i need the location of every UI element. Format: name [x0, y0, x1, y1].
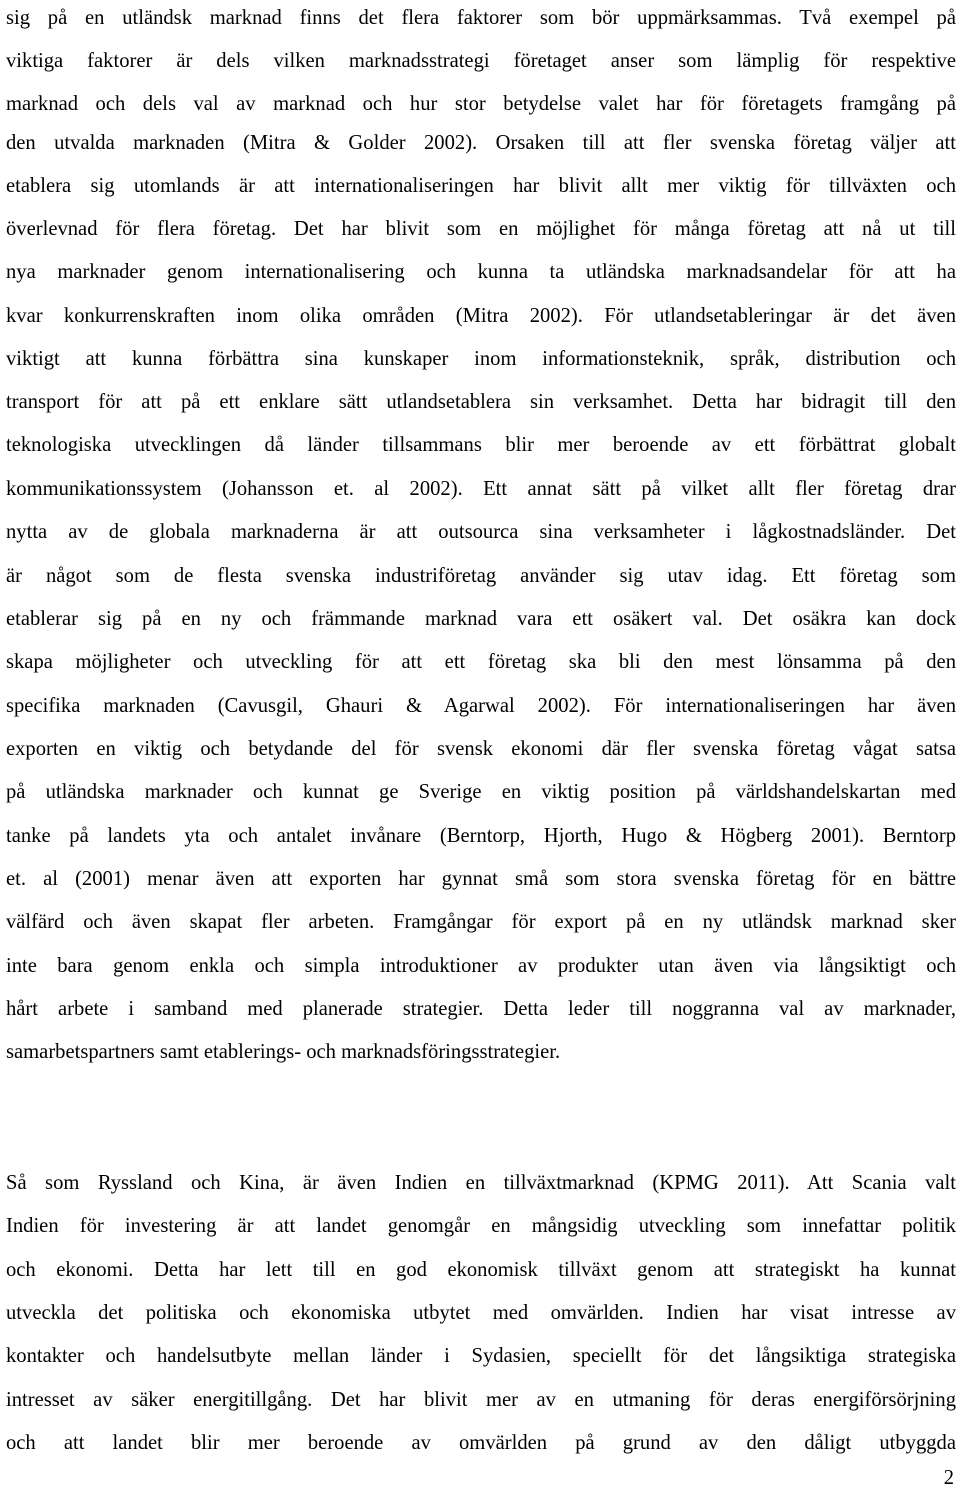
text-line: och ekonomi. Detta har lett till en god ekonomisk tillväxt genom att strategiskt ha kunnat	[6, 1259, 956, 1281]
text-line: Indien för investering är att landet genomgår en mångsidig utveckling som innefattar politik	[6, 1215, 956, 1237]
text-line: viktiga faktorer är dels vilken marknadsstrategi företaget anser som lämplig för respektive	[6, 50, 956, 72]
text-line: et. al (2001) menar även att exporten har gynnat små som stora svenska företag för en bättre	[6, 868, 956, 890]
text-line: överlevnad för flera företag. Det har blivit som en möjlighet för många företag att nå ut till	[6, 218, 956, 240]
text-line: teknologiska utvecklingen då länder tillsammans blir mer beroende av ett förbättrat globalt	[6, 434, 956, 456]
text-line: sig på en utländsk marknad finns det flera faktorer som bör uppmärksammas. Två exempel på	[6, 7, 956, 29]
text-line: på utländska marknader och kunnat ge Sverige en viktig position på världshandelskartan med	[6, 781, 956, 803]
text-line: välfärd och även skapat fler arbeten. Framgångar för export på en ny utländsk marknad sker	[6, 911, 956, 933]
text-line: etablera sig utomlands är att internationaliseringen har blivit allt mer viktig för tillväxten och	[6, 175, 956, 197]
text-line: marknad och dels val av marknad och hur stor betydelse valet har för företagets framgång på	[6, 93, 956, 115]
text-line: den utvalda marknaden (Mitra & Golder 2002). Orsaken till att fler svenska företag väljer att	[6, 132, 956, 154]
text-line: utveckla det politiska och ekonomiska utbytet med omvärlden. Indien har visat intresse av	[6, 1302, 956, 1324]
text-line: skapa möjligheter och utveckling för att ett företag ska bli den mest lönsamma på den	[6, 651, 956, 673]
text-line: kommunikationssystem (Johansson et. al 2002). Ett annat sätt på vilket allt fler företag drar	[6, 478, 956, 500]
text-line: viktigt att kunna förbättra sina kunskaper inom informationsteknik, språk, distribution och	[6, 348, 956, 370]
text-line: tanke på landets yta och antalet invånare (Berntorp, Hjorth, Hugo & Högberg 2001). Berntorp	[6, 825, 956, 847]
text-line: nya marknader genom internationalisering och kunna ta utländska marknadsandelar för att ha	[6, 261, 956, 283]
text-line: Så som Ryssland och Kina, är även Indien en tillväxtmarknad (KPMG 2011). Att Scania valt	[6, 1172, 956, 1194]
text-line: inte bara genom enkla och simpla introduktioner av produkter utan även via långsiktigt och	[6, 955, 956, 977]
text-line: är något som de flesta svenska industriföretag använder sig utav idag. Ett företag som	[6, 565, 956, 587]
text-line: kvar konkurrenskraften inom olika områden (Mitra 2002). För utlandsetableringar är det även	[6, 305, 956, 327]
text-line: kontakter och handelsutbyte mellan länder i Sydasien, speciellt för det långsiktiga strategiska	[6, 1345, 956, 1367]
text-line: nytta av de globala marknaderna är att outsourca sina verksamheter i lågkostnadsländer. Det	[6, 521, 956, 543]
text-line: etablerar sig på en ny och främmande marknad vara ett osäkert val. Det osäkra kan dock	[6, 608, 956, 630]
text-line: och att landet blir mer beroende av omvärlden på grund av den dåligt utbyggda	[6, 1432, 956, 1454]
text-line: exporten en viktig och betydande del för svensk ekonomi där fler svenska företag vågat satsa	[6, 738, 956, 760]
page-number: 2	[943, 1467, 954, 1489]
text-line: specifika marknaden (Cavusgil, Ghauri & Agarwal 2002). För internationaliseringen har även	[6, 695, 956, 717]
text-line: transport för att på ett enklare sätt utlandsetablera sin verksamhet. Detta har bidragit till den	[6, 391, 956, 413]
text-line: intresset av säker energitillgång. Det har blivit mer av en utmaning för deras energiförsörjning	[6, 1389, 956, 1411]
text-line: samarbetspartners samt etablerings- och marknadsföringsstrategier.	[6, 1041, 561, 1063]
text-line: hårt arbete i samband med planerade strategier. Detta leder till noggranna val av marknader,	[6, 998, 956, 1020]
